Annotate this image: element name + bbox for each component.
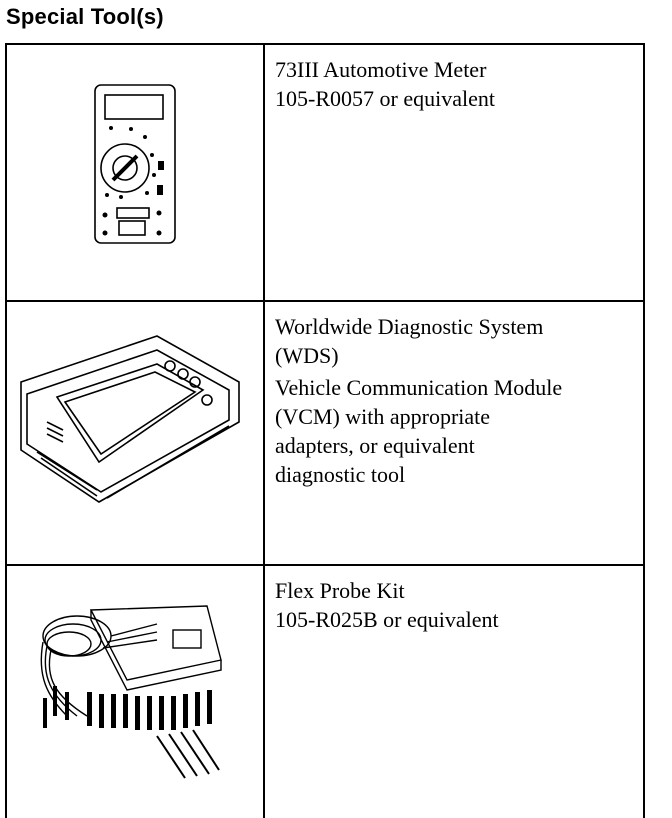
tool-description-cell — [264, 565, 644, 818]
tool-name: Worldwide Diagnostic System — [275, 314, 544, 339]
tool-part-number: 105-R025B or equivalent — [275, 607, 499, 632]
table-row — [6, 565, 644, 818]
table-row — [6, 301, 644, 565]
tool-name: Flex Probe Kit — [275, 578, 405, 603]
diagnostic-tablet-icon — [7, 302, 263, 554]
tool-name: 73III Automotive Meter — [275, 57, 487, 82]
tool-description-cell — [264, 44, 644, 301]
tool-name: Vehicle Communication Module — [275, 375, 563, 400]
multimeter-icon — [7, 45, 263, 290]
tool-part-number: 105-R0057 or equivalent — [275, 86, 495, 111]
tool-detail: adapters, or equivalent — [275, 433, 475, 458]
special-tools-table — [5, 43, 645, 818]
table-row — [6, 44, 644, 301]
tool-image-cell — [6, 301, 264, 565]
tool-detail: diagnostic tool — [275, 462, 406, 487]
tool-image-cell — [6, 44, 264, 301]
page-title: Special Tool(s) — [6, 4, 164, 29]
tool-description — [275, 55, 643, 113]
tool-description-cell — [264, 301, 644, 565]
tool-description — [275, 312, 643, 370]
tool-detail: (VCM) with appropriate — [275, 404, 491, 429]
tool-image-cell — [6, 565, 264, 818]
tool-description — [275, 576, 643, 634]
probe-kit-icon — [7, 566, 263, 808]
tool-description — [275, 373, 643, 489]
tool-abbreviation: (WDS) — [275, 343, 339, 368]
